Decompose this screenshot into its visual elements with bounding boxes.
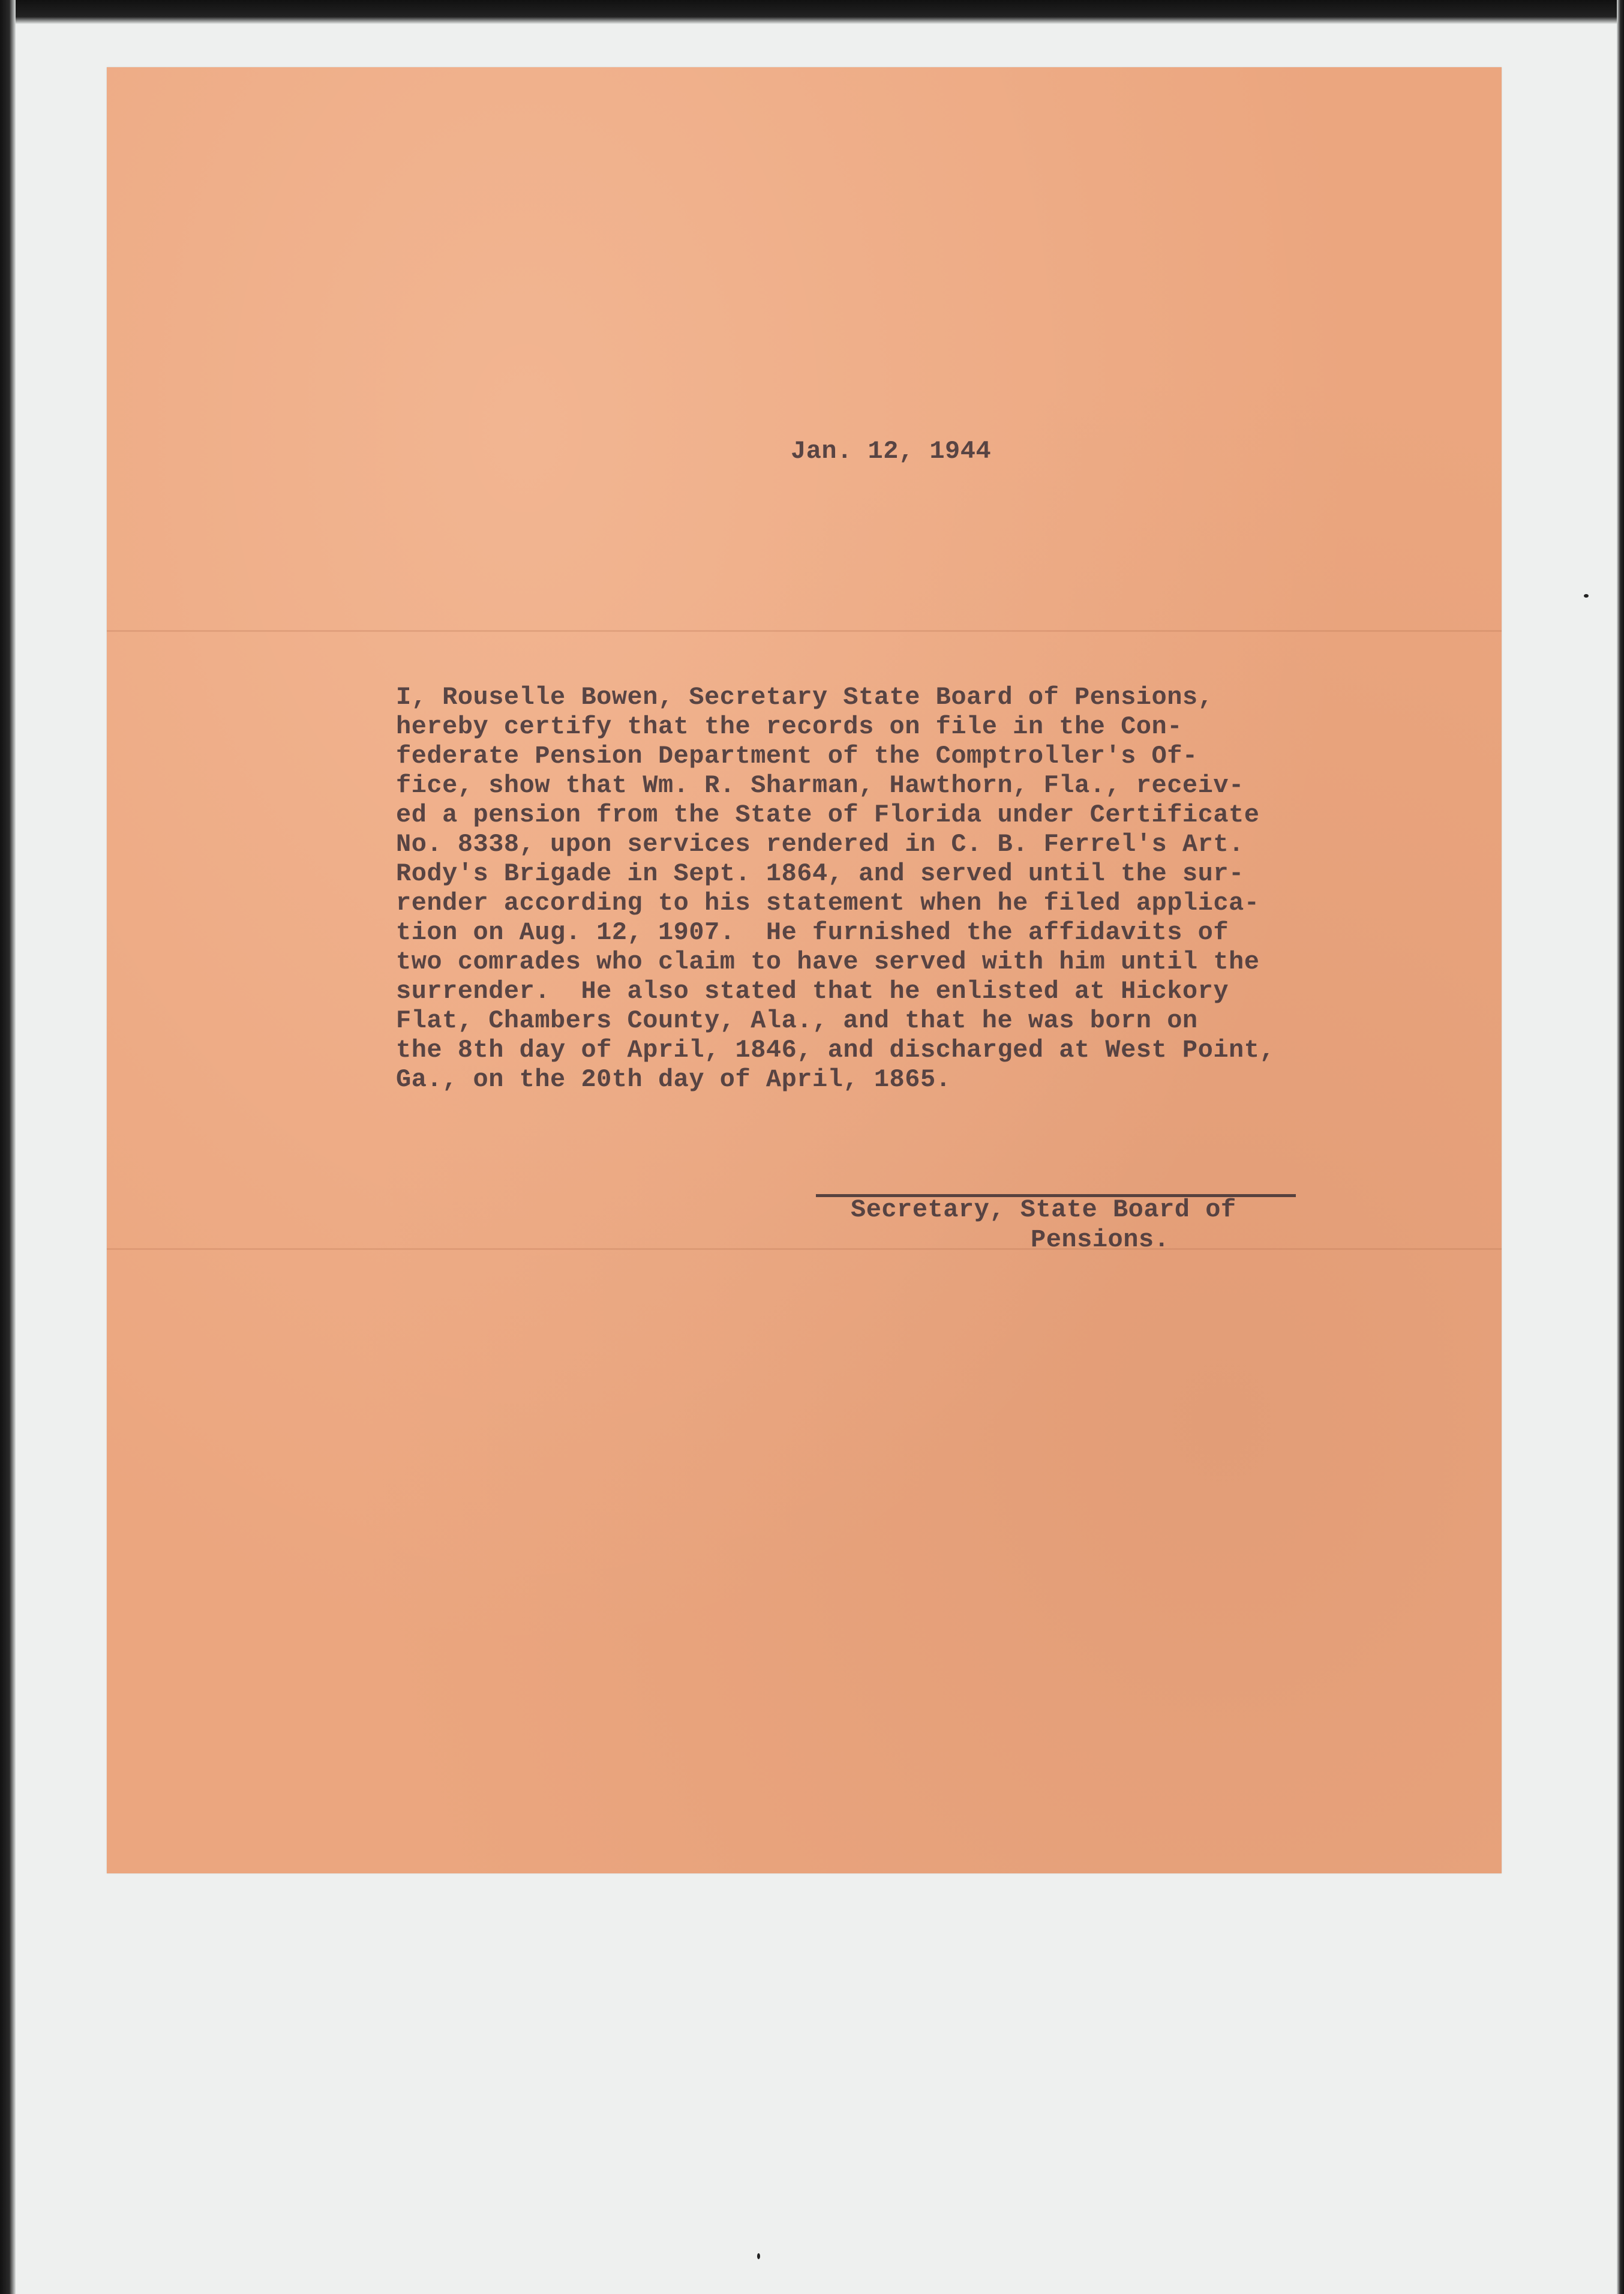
certification-body (396, 683, 1356, 1094)
body-line: tion on Aug. 12, 1907. He furnished the affidavits of (396, 918, 1229, 947)
body-line: No. 8338, upon services rendered in C. B. Ferrel's Art. (396, 830, 1244, 859)
body-line: I, Rouselle Bowen, Secretary State Board of Pensions, (396, 683, 1214, 712)
body-line: Ga., on the 20th day of April, 1865. (396, 1065, 951, 1094)
body-line: ed a pension from the State of Florida under Certificate (396, 800, 1260, 829)
body-line: render according to his statement when he filed applica- (396, 889, 1260, 917)
scan-speck (757, 2253, 760, 2259)
body-line: surrender. He also stated that he enlisted at Hickory (396, 977, 1229, 1006)
body-line: federate Pension Department of the Comptroller's Of- (396, 742, 1198, 770)
paper-fold-crease (107, 630, 1502, 632)
body-line: Rody's Brigade in Sept. 1864, and served until the sur- (396, 859, 1244, 888)
scanner-edge-left (0, 0, 16, 2294)
signature-title-continued: Pensions. (1031, 1225, 1170, 1254)
body-line: hereby certify that the records on file in the Con- (396, 712, 1182, 741)
body-line: Flat, Chambers County, Ala., and that he was born on (396, 1006, 1198, 1035)
scanner-edge-right (1617, 0, 1624, 2294)
letter-date: Jan. 12, 1944 (791, 437, 992, 466)
scan-speck (1584, 594, 1589, 598)
paper-fold-crease (107, 1248, 1502, 1250)
scanner-edge-top (0, 0, 1624, 24)
body-line: two comrades who claim to have served with him until the (396, 947, 1260, 976)
signature-title: Secretary, State Board of (851, 1195, 1236, 1224)
body-line: fice, show that Wm. R. Sharman, Hawthorn, Fla., receiv- (396, 771, 1244, 800)
body-line: the 8th day of April, 1846, and discharged at West Point, (396, 1036, 1275, 1064)
